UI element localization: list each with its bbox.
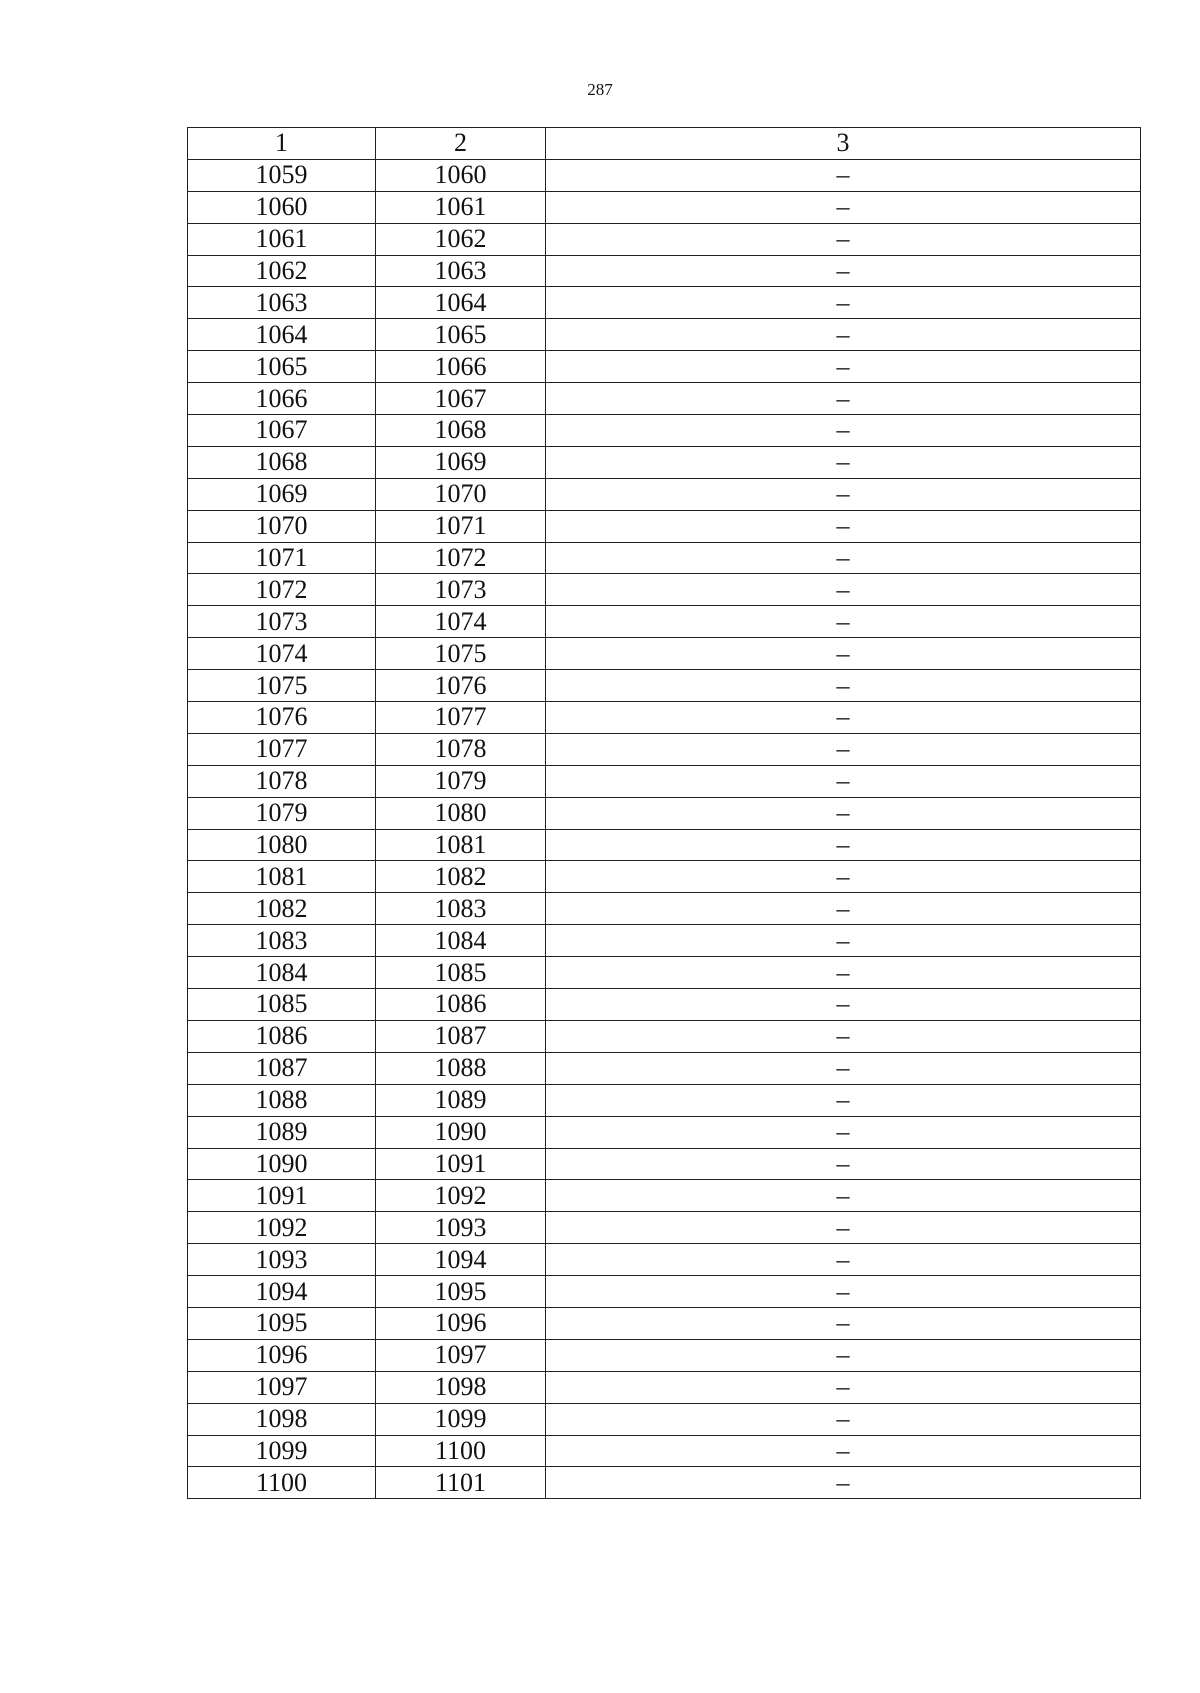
table-cell-col-1: 1069: [188, 478, 376, 510]
table-cell-col-3: –: [546, 287, 1141, 319]
table-cell-col-3: –: [546, 733, 1141, 765]
table-cell-col-2: 1069: [376, 446, 546, 478]
table-cell-col-3: –: [546, 893, 1141, 925]
table-cell-col-1: 1064: [188, 319, 376, 351]
table-cell-col-3: –: [546, 1116, 1141, 1148]
column-header-1: 1: [188, 128, 376, 160]
table-cell-col-2: 1101: [376, 1467, 546, 1499]
table-cell-col-2: 1075: [376, 638, 546, 670]
table-cell-col-3: –: [546, 255, 1141, 287]
table-cell-col-1: 1095: [188, 1307, 376, 1339]
table-cell-col-1: 1100: [188, 1467, 376, 1499]
table-row: [188, 829, 1141, 861]
table-cell-col-2: 1095: [376, 1276, 546, 1308]
table-cell-col-1: 1074: [188, 638, 376, 670]
table-cell-col-3: –: [546, 478, 1141, 510]
table-cell-col-2: 1094: [376, 1244, 546, 1276]
table-cell-col-2: 1099: [376, 1403, 546, 1435]
table-cell-col-1: 1079: [188, 797, 376, 829]
table-cell-col-3: –: [546, 1084, 1141, 1116]
table-cell-col-1: 1059: [188, 159, 376, 191]
table-cell-col-2: 1078: [376, 733, 546, 765]
table-cell-col-3: –: [546, 510, 1141, 542]
table-row: [188, 574, 1141, 606]
table-row: [188, 702, 1141, 734]
table-cell-col-1: 1096: [188, 1339, 376, 1371]
table-cell-col-2: 1062: [376, 223, 546, 255]
table-cell-col-1: 1070: [188, 510, 376, 542]
table-cell-col-2: 1071: [376, 510, 546, 542]
table-cell-col-2: 1063: [376, 255, 546, 287]
table-cell-col-1: 1083: [188, 925, 376, 957]
table-row: [188, 351, 1141, 383]
table-row: [188, 1276, 1141, 1308]
table-cell-col-1: 1061: [188, 223, 376, 255]
table-cell-col-2: 1091: [376, 1148, 546, 1180]
table-cell-col-2: 1073: [376, 574, 546, 606]
table-cell-col-2: 1087: [376, 1020, 546, 1052]
table-cell-col-3: –: [546, 989, 1141, 1021]
table-cell-col-3: –: [546, 542, 1141, 574]
table-cell-col-1: 1086: [188, 1020, 376, 1052]
table-cell-col-1: 1088: [188, 1084, 376, 1116]
table-row: [188, 383, 1141, 415]
table-cell-col-3: –: [546, 351, 1141, 383]
table-cell-col-1: 1082: [188, 893, 376, 925]
table-cell-col-2: 1060: [376, 159, 546, 191]
table-cell-col-2: 1092: [376, 1180, 546, 1212]
table-cell-col-1: 1090: [188, 1148, 376, 1180]
table-row: [188, 1020, 1141, 1052]
table-cell-col-2: 1068: [376, 415, 546, 447]
table-cell-col-3: –: [546, 957, 1141, 989]
table-cell-col-3: –: [546, 1435, 1141, 1467]
table-cell-col-3: –: [546, 446, 1141, 478]
table-row: [188, 159, 1141, 191]
table-cell-col-1: 1073: [188, 606, 376, 638]
table-cell-col-1: 1093: [188, 1244, 376, 1276]
table-row: [188, 797, 1141, 829]
table-cell-col-3: –: [546, 159, 1141, 191]
table-cell-col-3: –: [546, 925, 1141, 957]
table-cell-col-1: 1065: [188, 351, 376, 383]
table-cell-col-3: –: [546, 1307, 1141, 1339]
table-cell-col-1: 1097: [188, 1371, 376, 1403]
table-cell-col-2: 1072: [376, 542, 546, 574]
table-cell-col-3: –: [546, 415, 1141, 447]
table-cell-col-2: 1098: [376, 1371, 546, 1403]
table-cell-col-1: 1098: [188, 1403, 376, 1435]
page-number: 287: [587, 80, 613, 99]
table-header-row: [188, 128, 1141, 160]
table-cell-col-3: –: [546, 1148, 1141, 1180]
table-row: [188, 287, 1141, 319]
table-row: [188, 1371, 1141, 1403]
table-row: [188, 765, 1141, 797]
table-row: [188, 1052, 1141, 1084]
table-cell-col-3: –: [546, 702, 1141, 734]
table-cell-col-3: –: [546, 1180, 1141, 1212]
table-cell-col-1: 1087: [188, 1052, 376, 1084]
column-header-2: 2: [376, 128, 546, 160]
table-cell-col-1: 1080: [188, 829, 376, 861]
table-cell-col-2: 1079: [376, 765, 546, 797]
data-table: [187, 127, 1141, 1499]
table-cell-col-1: 1078: [188, 765, 376, 797]
table-row: [188, 255, 1141, 287]
table-row: [188, 1244, 1141, 1276]
table-cell-col-3: –: [546, 223, 1141, 255]
table-cell-col-2: 1089: [376, 1084, 546, 1116]
table-row: [188, 223, 1141, 255]
table-cell-col-1: 1072: [188, 574, 376, 606]
table-row: [188, 606, 1141, 638]
table-row: [188, 1307, 1141, 1339]
table-cell-col-3: –: [546, 1467, 1141, 1499]
table-cell-col-3: –: [546, 1403, 1141, 1435]
table-cell-col-1: 1060: [188, 191, 376, 223]
table-cell-col-2: 1076: [376, 670, 546, 702]
table-cell-col-2: 1077: [376, 702, 546, 734]
table-cell-col-1: 1099: [188, 1435, 376, 1467]
table-cell-col-2: 1067: [376, 383, 546, 415]
table-cell-col-2: 1088: [376, 1052, 546, 1084]
table-cell-col-2: 1100: [376, 1435, 546, 1467]
table-cell-col-1: 1067: [188, 415, 376, 447]
table-cell-col-2: 1085: [376, 957, 546, 989]
table-cell-col-2: 1066: [376, 351, 546, 383]
table-cell-col-1: 1071: [188, 542, 376, 574]
table-cell-col-1: 1085: [188, 989, 376, 1021]
table-body: [188, 128, 1141, 1499]
table-row: [188, 478, 1141, 510]
table-row: [188, 1116, 1141, 1148]
table-cell-col-3: –: [546, 191, 1141, 223]
table-cell-col-1: 1075: [188, 670, 376, 702]
table-cell-col-2: 1074: [376, 606, 546, 638]
table-row: [188, 1339, 1141, 1371]
table-row: [188, 957, 1141, 989]
table-cell-col-2: 1086: [376, 989, 546, 1021]
table-cell-col-3: –: [546, 1052, 1141, 1084]
table-row: [188, 893, 1141, 925]
table-cell-col-3: –: [546, 638, 1141, 670]
table-row: [188, 861, 1141, 893]
table-row: [188, 925, 1141, 957]
table-row: [188, 989, 1141, 1021]
table-row: [188, 670, 1141, 702]
table-cell-col-2: 1084: [376, 925, 546, 957]
table-cell-col-3: –: [546, 606, 1141, 638]
table-cell-col-2: 1090: [376, 1116, 546, 1148]
table-cell-col-3: –: [546, 1371, 1141, 1403]
table-cell-col-3: –: [546, 861, 1141, 893]
table-cell-col-3: –: [546, 1244, 1141, 1276]
table-cell-col-1: 1076: [188, 702, 376, 734]
table-cell-col-1: 1066: [188, 383, 376, 415]
table-cell-col-3: –: [546, 1276, 1141, 1308]
table-cell-col-1: 1092: [188, 1212, 376, 1244]
table-row: [188, 415, 1141, 447]
table-row: [188, 638, 1141, 670]
table-row: [188, 1084, 1141, 1116]
table-cell-col-2: 1061: [376, 191, 546, 223]
table-row: [188, 319, 1141, 351]
table-row: [188, 1148, 1141, 1180]
table-row: [188, 1403, 1141, 1435]
table-row: [188, 1467, 1141, 1499]
table-cell-col-1: 1063: [188, 287, 376, 319]
table-cell-col-2: 1070: [376, 478, 546, 510]
table-cell-col-2: 1064: [376, 287, 546, 319]
table-cell-col-3: –: [546, 383, 1141, 415]
table-cell-col-2: 1083: [376, 893, 546, 925]
table-cell-col-3: –: [546, 797, 1141, 829]
table-cell-col-1: 1081: [188, 861, 376, 893]
table-cell-col-3: –: [546, 1212, 1141, 1244]
table-cell-col-2: 1081: [376, 829, 546, 861]
table-cell-col-1: 1077: [188, 733, 376, 765]
table-row: [188, 733, 1141, 765]
table-row: [188, 1212, 1141, 1244]
table-row: [188, 1180, 1141, 1212]
table-cell-col-2: 1082: [376, 861, 546, 893]
table-cell-col-1: 1068: [188, 446, 376, 478]
table-cell-col-1: 1091: [188, 1180, 376, 1212]
table-cell-col-2: 1080: [376, 797, 546, 829]
table-cell-col-3: –: [546, 319, 1141, 351]
table-cell-col-2: 1097: [376, 1339, 546, 1371]
table-cell-col-1: 1084: [188, 957, 376, 989]
column-header-3: 3: [546, 128, 1141, 160]
table-cell-col-3: –: [546, 829, 1141, 861]
table-row: [188, 191, 1141, 223]
table-cell-col-2: 1093: [376, 1212, 546, 1244]
table-cell-col-3: –: [546, 765, 1141, 797]
table-cell-col-3: –: [546, 670, 1141, 702]
table-cell-col-3: –: [546, 574, 1141, 606]
table-cell-col-1: 1089: [188, 1116, 376, 1148]
table-cell-col-2: 1096: [376, 1307, 546, 1339]
table-row: [188, 1435, 1141, 1467]
table-cell-col-1: 1094: [188, 1276, 376, 1308]
table-row: [188, 446, 1141, 478]
table-cell-col-3: –: [546, 1020, 1141, 1052]
table-row: [188, 510, 1141, 542]
table-cell-col-3: –: [546, 1339, 1141, 1371]
table-cell-col-1: 1062: [188, 255, 376, 287]
table-cell-col-2: 1065: [376, 319, 546, 351]
table-row: [188, 542, 1141, 574]
